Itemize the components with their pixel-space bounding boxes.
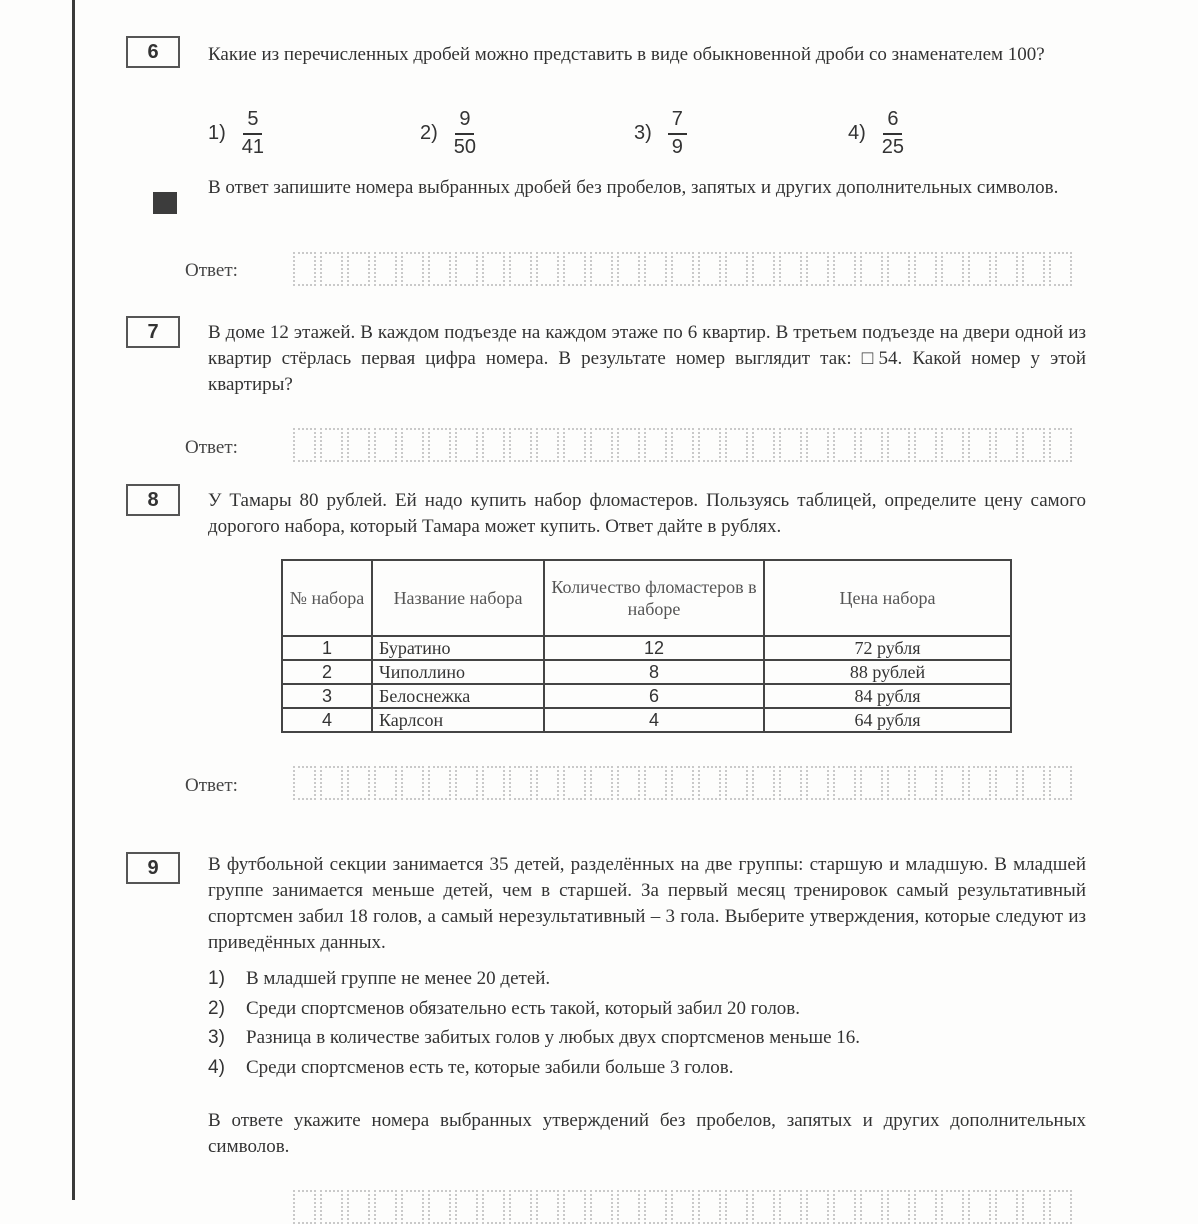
numerator: 6 (883, 108, 902, 135)
statement-number: 3) (208, 1027, 225, 1048)
task-8-question: У Тамары 80 рублей. Ей надо купить набор фломастеров. Пользуясь таблицей, определите цену самого дорогого набора, который Тамара может купить. Ответ дайте в рублях. (208, 490, 1086, 537)
answer-cell[interactable] (860, 252, 883, 286)
answer-cell[interactable] (428, 252, 451, 286)
table-cell: Буратино (372, 636, 544, 660)
answer-cell[interactable] (725, 252, 748, 286)
answer-cell[interactable] (698, 1190, 721, 1224)
numerator: 7 (668, 108, 687, 135)
answer-cell[interactable] (887, 766, 910, 800)
answer-cell[interactable] (941, 428, 964, 462)
answer-cell[interactable] (1022, 252, 1045, 286)
table-cell: Чиполлино (372, 660, 544, 684)
option-number: 4) (848, 122, 866, 144)
table-cell: 64 рубля (764, 708, 1011, 732)
answer-cell[interactable] (617, 428, 640, 462)
answer-cell[interactable] (644, 766, 667, 800)
answer-cell[interactable] (914, 252, 937, 286)
answer-cell[interactable] (401, 1190, 424, 1224)
answer-cell[interactable] (374, 252, 397, 286)
task-9-instruction: В ответе укажите номера выбранных утверждений без пробелов, запятых и других дополнительных символов. (208, 1110, 1086, 1157)
task-6-option-3 (634, 108, 687, 159)
column-header-quantity: Количество фломастеров в наборе (544, 560, 764, 636)
answer-cell[interactable] (752, 252, 775, 286)
answer-cell[interactable] (671, 766, 694, 800)
answer-cell[interactable] (509, 252, 532, 286)
answer-cell[interactable] (644, 428, 667, 462)
answer-cell[interactable] (374, 1190, 397, 1224)
task-8-answer-field[interactable] (293, 766, 1072, 800)
answer-cell[interactable] (1049, 252, 1072, 286)
table-cell: Карлсон (372, 708, 544, 732)
task-9-number: 9 (126, 852, 180, 884)
column-header-number: № набора (282, 560, 372, 636)
task-6-answer-label: Ответ: (185, 260, 238, 281)
answer-cell[interactable] (887, 1190, 910, 1224)
table-cell: 3 (282, 684, 372, 708)
statement-text: Среди спортсменов есть те, которые забили больше 3 голов. (246, 1057, 734, 1078)
answer-cell[interactable] (347, 766, 370, 800)
task-6-option-2 (420, 108, 476, 159)
price-table (281, 559, 1012, 733)
answer-cell[interactable] (374, 766, 397, 800)
answer-cell[interactable] (536, 1190, 559, 1224)
answer-cell[interactable] (914, 766, 937, 800)
answer-cell[interactable] (590, 1190, 613, 1224)
task-9-answer-field[interactable] (293, 1190, 1072, 1224)
answer-cell[interactable] (293, 766, 316, 800)
table-cell: 8 (544, 660, 764, 684)
numerator: 5 (243, 108, 262, 135)
answer-cell[interactable] (482, 1190, 505, 1224)
table-cell: Белоснежка (372, 684, 544, 708)
answer-cell[interactable] (914, 428, 937, 462)
answer-cell[interactable] (401, 252, 424, 286)
answer-cell[interactable] (698, 766, 721, 800)
answer-cell[interactable] (752, 766, 775, 800)
answer-cell[interactable] (779, 1190, 802, 1224)
fraction (668, 108, 687, 159)
answer-cell[interactable] (536, 252, 559, 286)
task-7-question: В доме 12 этажей. В каждом подъезде на каждом этаже по 6 квартир. В третьем подъезде на двери одной из квартир стёрлась первая цифра номера. В результате номер выглядит так: □54. Какой номер у этой квартиры? (208, 322, 1086, 395)
statement-text: Разница в количестве забитых голов у любых двух спортсменов меньше 16. (246, 1027, 861, 1048)
task-6-option-4 (848, 108, 904, 159)
answer-cell[interactable] (374, 428, 397, 462)
task-9-statement-4 (208, 1057, 734, 1079)
answer-cell[interactable] (509, 766, 532, 800)
task-6-question: Какие из перечисленных дробей можно представить в виде обыкновенной дроби со знаменателем 100? (208, 44, 1045, 65)
table-cell: 4 (544, 708, 764, 732)
fraction (454, 108, 476, 159)
task-7-number: 7 (126, 316, 180, 348)
answer-cell[interactable] (1022, 428, 1045, 462)
answer-cell[interactable] (293, 252, 316, 286)
answer-cell[interactable] (536, 766, 559, 800)
numerator: 9 (455, 108, 474, 135)
answer-cell[interactable] (455, 766, 478, 800)
option-number: 2) (420, 122, 438, 144)
answer-cell[interactable] (806, 1190, 829, 1224)
answer-cell[interactable] (941, 1190, 964, 1224)
task-6-option-1 (208, 108, 264, 159)
answer-cell[interactable] (509, 428, 532, 462)
answer-cell[interactable] (482, 428, 505, 462)
table-header-row (282, 560, 1011, 636)
answer-cell[interactable] (806, 428, 829, 462)
task-7-answer-label: Ответ: (185, 437, 238, 458)
answer-cell[interactable] (806, 766, 829, 800)
answer-cell[interactable] (968, 428, 991, 462)
answer-cell[interactable] (401, 428, 424, 462)
answer-cell[interactable] (563, 252, 586, 286)
answer-cell[interactable] (563, 428, 586, 462)
option-number: 3) (634, 122, 652, 144)
answer-cell[interactable] (320, 1190, 343, 1224)
answer-cell[interactable] (293, 1190, 316, 1224)
table-cell: 88 рублей (764, 660, 1011, 684)
answer-cell[interactable] (995, 766, 1018, 800)
answer-cell[interactable] (725, 1190, 748, 1224)
answer-cell[interactable] (995, 428, 1018, 462)
answer-cell[interactable] (401, 766, 424, 800)
table-cell: 1 (282, 636, 372, 660)
task-9-statement-3 (208, 1027, 860, 1049)
table-cell: 6 (544, 684, 764, 708)
answer-cell[interactable] (779, 252, 802, 286)
answer-cell[interactable] (1022, 766, 1045, 800)
answer-cell[interactable] (509, 1190, 532, 1224)
answer-cell[interactable] (590, 252, 613, 286)
answer-cell[interactable] (860, 1190, 883, 1224)
fraction (882, 108, 904, 159)
answer-cell[interactable] (293, 428, 316, 462)
answer-cell[interactable] (320, 428, 343, 462)
answer-cell[interactable] (698, 428, 721, 462)
answer-cell[interactable] (968, 1190, 991, 1224)
answer-cell[interactable] (482, 766, 505, 800)
answer-cell[interactable] (347, 428, 370, 462)
answer-cell[interactable] (887, 428, 910, 462)
task-8-number: 8 (126, 484, 180, 516)
option-number: 1) (208, 122, 226, 144)
answer-cell[interactable] (455, 252, 478, 286)
answer-cell[interactable] (860, 428, 883, 462)
answer-cell[interactable] (752, 1190, 775, 1224)
column-header-name: Название набора (372, 560, 544, 636)
answer-cell[interactable] (671, 428, 694, 462)
task-9-question: В футбольной секции занимается 35 детей, разделённых на две группы: старшую и младшую. В младшей группе занимается меньше детей, чем в старшей. За первый месяц тренировок самый результативный спортсмен забил 18 голов, а самый нерезультативный – 3 гола. Выберите утверждения, которые следуют из приведённых данных. (208, 854, 1086, 953)
answer-cell[interactable] (833, 252, 856, 286)
answer-cell[interactable] (779, 428, 802, 462)
answer-cell[interactable] (320, 252, 343, 286)
task-6-instruction: В ответ запишите номера выбранных дробей без пробелов, запятых и других дополнительных символов. (208, 177, 1059, 198)
answer-cell[interactable] (941, 766, 964, 800)
answer-cell[interactable] (968, 252, 991, 286)
answer-cell[interactable] (617, 766, 640, 800)
answer-cell[interactable] (860, 766, 883, 800)
answer-cell[interactable] (995, 252, 1018, 286)
task-9-statement-1 (208, 968, 550, 990)
denominator: 9 (671, 136, 683, 158)
denominator: 25 (881, 136, 905, 158)
statement-text: В младшей группе не менее 20 детей. (246, 968, 551, 989)
table-cell: 4 (282, 708, 372, 732)
answer-cell[interactable] (1049, 766, 1072, 800)
page-margin-line (72, 0, 75, 1200)
answer-cell[interactable] (752, 428, 775, 462)
answer-cell[interactable] (428, 766, 451, 800)
task-7-answer-field[interactable] (293, 428, 1072, 462)
answer-cell[interactable] (644, 1190, 667, 1224)
statement-number: 2) (208, 998, 225, 1019)
answer-cell[interactable] (617, 1190, 640, 1224)
answer-cell[interactable] (536, 428, 559, 462)
table-cell: 72 рубля (764, 636, 1011, 660)
table-row (282, 660, 1011, 684)
square-marker-icon (153, 192, 177, 214)
answer-cell[interactable] (590, 766, 613, 800)
answer-cell[interactable] (833, 428, 856, 462)
table-cell: 84 рубля (764, 684, 1011, 708)
table-row (282, 708, 1011, 732)
answer-cell[interactable] (833, 1190, 856, 1224)
fraction (242, 108, 264, 159)
answer-cell[interactable] (725, 766, 748, 800)
answer-cell[interactable] (725, 428, 748, 462)
table-cell: 12 (544, 636, 764, 660)
answer-cell[interactable] (428, 428, 451, 462)
answer-cell[interactable] (995, 1190, 1018, 1224)
task-9-statement-2 (208, 998, 800, 1020)
task-6-number: 6 (126, 36, 180, 68)
table-cell: 2 (282, 660, 372, 684)
answer-cell[interactable] (347, 252, 370, 286)
answer-cell[interactable] (428, 1190, 451, 1224)
answer-cell[interactable] (1049, 1190, 1072, 1224)
answer-cell[interactable] (968, 766, 991, 800)
statement-number: 1) (208, 968, 225, 989)
answer-cell[interactable] (347, 1190, 370, 1224)
denominator: 41 (241, 136, 265, 158)
answer-cell[interactable] (833, 766, 856, 800)
answer-cell[interactable] (887, 252, 910, 286)
answer-cell[interactable] (941, 252, 964, 286)
column-header-price: Цена набора (764, 560, 1011, 636)
table-row (282, 636, 1011, 660)
task-6-answer-field[interactable] (293, 252, 1072, 286)
task-8-answer-label: Ответ: (185, 775, 238, 796)
answer-cell[interactable] (590, 428, 613, 462)
table-row (282, 684, 1011, 708)
answer-cell[interactable] (1022, 1190, 1045, 1224)
answer-cell[interactable] (698, 252, 721, 286)
statement-number: 4) (208, 1057, 225, 1078)
answer-cell[interactable] (482, 252, 505, 286)
answer-cell[interactable] (644, 252, 667, 286)
answer-cell[interactable] (563, 766, 586, 800)
answer-cell[interactable] (563, 1190, 586, 1224)
denominator: 50 (453, 136, 477, 158)
statement-text: Среди спортсменов обязательно есть такой, который забил 20 голов. (246, 998, 801, 1019)
answer-cell[interactable] (1049, 428, 1072, 462)
answer-cell[interactable] (779, 766, 802, 800)
answer-cell[interactable] (806, 252, 829, 286)
answer-cell[interactable] (617, 252, 640, 286)
answer-cell[interactable] (455, 428, 478, 462)
answer-cell[interactable] (914, 1190, 937, 1224)
answer-cell[interactable] (455, 1190, 478, 1224)
answer-cell[interactable] (671, 1190, 694, 1224)
answer-cell[interactable] (671, 252, 694, 286)
answer-cell[interactable] (320, 766, 343, 800)
